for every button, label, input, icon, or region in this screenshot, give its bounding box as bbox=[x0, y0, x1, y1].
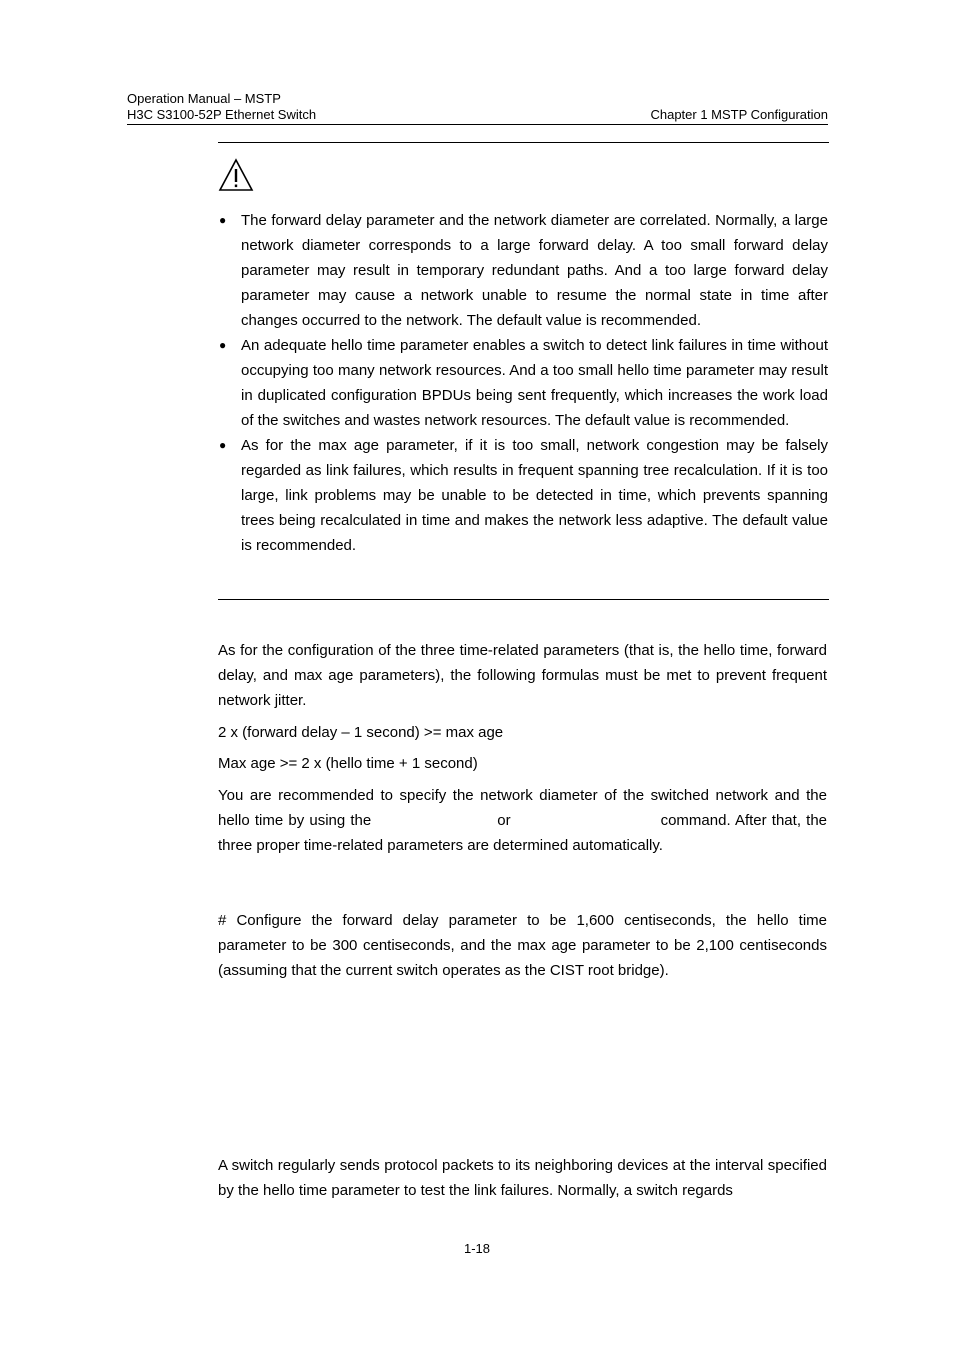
formula-max-age: Max age >= 2 x (hello time + 1 second) bbox=[218, 755, 478, 772]
caution-bottom-rule bbox=[218, 599, 829, 600]
bullet-icon: ● bbox=[219, 213, 227, 227]
manual-title: Operation Manual – MSTP bbox=[127, 91, 281, 106]
time-parameters-intro: As for the configuration of the three time-related parameters (that is, the hello time, forward delay, and max age parameters), the following formulas must be met to prevent frequent network jitter. bbox=[218, 642, 827, 709]
caution-top-rule bbox=[218, 142, 829, 143]
bullet-icon: ● bbox=[219, 338, 227, 352]
caution-item: ● The forward delay parameter and the network diameter are correlated. Normally, a large network diameter corresponds to a large forward delay. A too small forward delay parameter may result in temporary redundant paths. And a too large forward delay parameter may cause a network unable to resume the normal state in time after changes occurred to the network. The default value is recommended. bbox=[218, 208, 828, 333]
warning-triangle-icon bbox=[218, 158, 254, 192]
configuration-example: # Configure the forward delay parameter to be 1,600 centiseconds, the hello time parameter to be 300 centiseconds, and the max age parameter to be 2,100 centiseconds (assuming that the current switch operates as the CIST root bridge). bbox=[218, 912, 827, 979]
bullet-icon: ● bbox=[219, 438, 227, 452]
header-divider bbox=[127, 124, 828, 125]
formula-forward-delay: 2 x (forward delay – 1 second) >= max age bbox=[218, 724, 504, 741]
chapter-title: Chapter 1 MSTP Configuration bbox=[650, 107, 828, 122]
recommendation-paragraph: You are recommended to specify the network diameter of the switched network and the hello time by using the or command. After that, the three proper time-related parameters are determined automatically. bbox=[218, 787, 827, 854]
hello-time-paragraph: A switch regularly sends protocol packets to its neighboring devices at the interval specified by the hello time parameter to test the link failures. Normally, a switch regards bbox=[218, 1157, 827, 1199]
page-number: 1-18 bbox=[463, 1241, 491, 1256]
caution-list bbox=[218, 208, 828, 558]
caution-item: ● An adequate hello time parameter enables a switch to detect link failures in time without occupying too many network resources. And a too small hello time parameter may result in duplicated configuration BPDUs being sent frequently, which increases the work load of the switches and wastes network resources. The default value is recommended. bbox=[218, 333, 828, 433]
running-header-left bbox=[127, 91, 316, 123]
caution-item: ● As for the max age parameter, if it is too small, network congestion may be falsely regarded as link failures, which results in frequent spanning tree recalculation. If it is too large, link problems may be unable to be detected in time, which prevents spanning trees being recalculated in time and makes the network less adaptive. The default value is recommended. bbox=[218, 433, 828, 558]
product-name: H3C S3100-52P Ethernet Switch bbox=[127, 107, 317, 122]
